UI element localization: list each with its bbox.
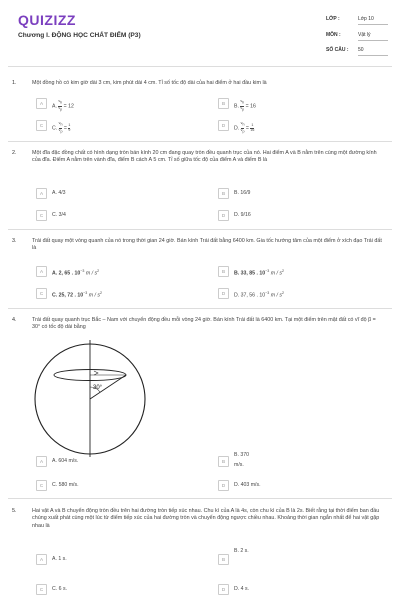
option-letter-box: D xyxy=(218,584,229,595)
option-letter-box: C xyxy=(36,480,47,491)
option-letter-box: B xyxy=(218,554,229,565)
question-number: 2. xyxy=(12,150,17,156)
option-letter-box: A xyxy=(36,188,47,199)
option-letter-box: C xyxy=(36,210,47,221)
option-letter-box: C xyxy=(36,288,47,299)
option-text: D. 4 s. xyxy=(234,586,249,592)
header-divider xyxy=(8,66,392,67)
option-letter-box: C xyxy=(36,120,47,131)
option-letter-box: C xyxy=(36,584,47,595)
subject-value: Vật lý xyxy=(358,32,388,41)
question-number: 5. xyxy=(12,508,17,514)
option-text: D. 403 m/s. xyxy=(234,482,261,488)
question-number: 3. xyxy=(12,238,17,244)
question-divider xyxy=(8,498,392,499)
option-text: A. 1 s. xyxy=(52,556,67,562)
question-text: Trái đất quay quanh trục Bắc – Nam với chuyển động đều mỗi vòng 24 giờ. Bán kính Trái đất là 6400 km. Tại một điểm trên mặt đất có vĩ độ β = 30° có tốc độ dài bằng xyxy=(32,317,376,331)
option-letter-box: B xyxy=(218,98,229,109)
option-text: C. 6 s. xyxy=(52,586,67,592)
option-letter-box: A xyxy=(36,266,47,277)
class-label: LỚP : xyxy=(326,16,340,22)
option-text: B. 16/9 xyxy=(234,190,251,196)
option-letter-box: B xyxy=(218,266,229,277)
question-text: Trái đất quay một vòng quanh của nó trong thời gian 24 giờ. Bán kính Trái đất bằng 6400 km. Gia tốc hướng tâm của một điểm ở xích đạo Trái đất là xyxy=(32,238,382,252)
option-text: B. 370 xyxy=(234,452,249,458)
option-letter-box: D xyxy=(218,480,229,491)
subject-label: MÔN : xyxy=(326,32,341,38)
option-letter-box: A xyxy=(36,554,47,565)
chapter-title: Chương I. ĐỘNG HỌC CHẤT ĐIỂM (P3) xyxy=(18,32,141,39)
option-text: A. 604 m/s. xyxy=(52,458,79,464)
option-text: A. 4/3 xyxy=(52,190,66,196)
question-divider xyxy=(8,229,392,230)
option-letter-box: D xyxy=(218,288,229,299)
option-letter-box: B xyxy=(218,456,229,467)
class-value: Lớp 10 xyxy=(358,16,388,25)
option-text: D. 9/16 xyxy=(234,212,251,218)
option-letter-box: D xyxy=(218,120,229,131)
option-text: C. 580 m/s. xyxy=(52,482,79,488)
question-count-label: SỐ CÂU : xyxy=(326,47,349,53)
question-number: 4. xyxy=(12,317,17,323)
worksheet-header xyxy=(0,0,400,62)
question-number: 1. xyxy=(12,80,17,86)
quizizz-logo: QUIZIZZ xyxy=(18,12,76,28)
option-text: B. 2 s. xyxy=(234,548,249,554)
question-text: Một đĩa đặc đồng chất có hình dạng tròn bán kính 20 cm đang quay tròn đều quanh trục của nó. Hai điểm A và B nằm trên cùng một đường kính của đĩa. Điểm A nằm trên vành đĩa, điểm B cách A 5 cm. Tỉ số giữa tốc độ của điểm A và điểm B là xyxy=(32,150,377,164)
option-text: C. 3/4 xyxy=(52,212,66,218)
question-text: Hai vật A và B chuyển động tròn đều trên hai đường tròn tiếp xúc nhau. Chu kì của A là 4s, còn chu kì của B là 2s. Biết rằng tại thời điểm ban đầu chúng xuất phát cùng một lúc từ điểm tiếp xúc của hai đường tròn và chuyển động ngược chiều nhau. Khoảng thời gian ngắn nhất để hai vật gặp nhau là xyxy=(32,508,380,529)
option-letter-box: A xyxy=(36,98,47,109)
option-letter-box: D xyxy=(218,210,229,221)
earth-latitude-diagram xyxy=(30,337,150,457)
question-count-value: 50 xyxy=(358,47,388,56)
question-divider xyxy=(8,141,392,142)
question-text: Một đồng hồ có kim giờ dài 3 cm, kim phút dài 4 cm. Tỉ số tốc độ dài của hai điểm ở hai đầu kim là xyxy=(32,80,267,86)
angle-label: 30° xyxy=(93,385,103,391)
option-letter-box: A xyxy=(36,456,47,467)
question-divider xyxy=(8,308,392,309)
option-letter-box: B xyxy=(218,188,229,199)
